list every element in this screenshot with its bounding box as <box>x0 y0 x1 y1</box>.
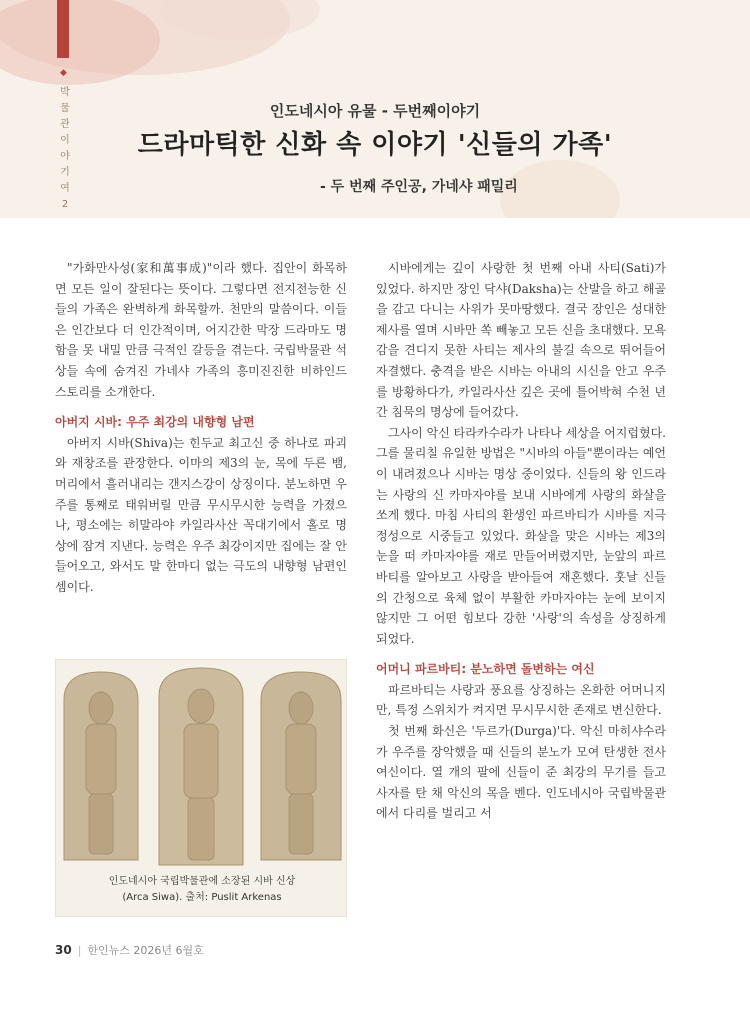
diamond-icon: ◆ <box>60 68 67 78</box>
publication-info: 한인뉴스 2026년 6월호 <box>87 944 204 957</box>
left-column <box>55 258 347 598</box>
statue-photo <box>56 660 346 870</box>
caption-line-2: (Arca Siwa). 출처: Puslit Arkenas <box>122 892 282 903</box>
statue-center <box>159 668 243 865</box>
durga-paragraph: 첫 번째 화신은 '두르가(Durga)'다. 악신 마히샤수라가 우주를 장악했을 때 신들의 분노가 모여 탄생한 전사 여신이다. 열 개의 팔에 신들이 준 최강의 무기를 들고 사자를 탄 채 악신의 목을 벤다. 인도네시아 국립박물관에서 다리를 벌리고 서 <box>376 724 666 821</box>
article-subtitle: 인도네시아 유물 - 두번째이야기 <box>269 102 481 120</box>
right-column <box>376 258 666 824</box>
section-heading-mother: 어머니 파르바티: 분노하면 돌변하는 여신 <box>376 662 595 677</box>
section-heading-father: 아버지 시바: 우주 최강의 내향형 남편 <box>55 415 255 430</box>
article-title: 드라마틱한 신화 속 이야기 '신들의 가족' <box>137 130 613 160</box>
article-tagline: - 두 번째 주인공, 가네샤 패밀리 <box>320 179 518 195</box>
intro-paragraph: "가화만사성(家和萬事成)"이라 했다. 집안이 화목하면 모든 일이 잘된다는 뜻이다. 그렇다면 전지전능한 신들의 가족은 완벽하게 화목할까. 천만의 말씀이다. 이들은 인간보다 더 인간적이며, 어지간한 막장 드라마도 명함을 못 내밀 만큼 극적인 갈등을 겪는다. 국립박물관 석상들 속에 숨겨진 가네샤 가족의 흥미진진한 비하인드 스토리를 소개한다. <box>55 261 347 399</box>
parvati-intro-paragraph: 파르바티는 사랑과 풍요를 상징하는 온화한 어머니지만, 특정 스위치가 켜지면 무시무시한 존재로 변신한다. <box>376 682 666 718</box>
header-band <box>0 0 750 218</box>
sati-paragraph: 시바에게는 깊이 사랑한 첫 번째 아내 사티(Sati)가 있었다. 하지만 장인 닥샤(Daksha)는 산발을 하고 해골을 감고 다니는 사위가 못마땅했다. 결국 장인은 성대한 제사를 열며 시바만 쏙 빼놓고 모든 신을 초대했다. 모욕감을 견디지 못한 사티는 제사의 불길 속으로 뛰어들어 자결했다. 충격을 받은 시바는 아내의 시신을 안고 우주를 방황하다가, 카일라사산 깊은 곳에 틀어박혀 수천 년간 침묵의 명상에 들어갔다. <box>376 261 666 420</box>
statue-figure <box>55 659 347 917</box>
statue-left <box>64 672 138 860</box>
figure-caption <box>56 874 348 906</box>
parvati-marriage-paragraph: 그사이 악신 타라카수라가 나타나 세상을 어지럽혔다. 그를 물리칠 유일한 방법은 "시바의 아들"뿐이라는 예언이 내려졌으나 시바는 명상 중이었다. 신들의 왕 인드라는 사랑의 신 카마자야를 보내 시바에게 사랑의 화살을 쏘게 했다. 마침 사티의 환생인 파르바티가 시바를 지극 정성으로 시중들고 있었다. 화살을 맞은 시바는 제3의 눈을 떠 카마자야를 재로 만들어버렸지만, 눈앞의 파르바티를 알아보고 사랑을 받아들여 재혼했다. 훗날 신들의 간청으로 육체 없이 부활한 카마자야는 눈에 보이지 않지만 그 어떤 힘보다 강한 '사랑'의 속성을 상징하게 되었다. <box>376 425 666 646</box>
page-footer: 30 | 한인뉴스 2026년 6월호 <box>55 943 204 957</box>
father-paragraph: 아버지 시바(Shiva)는 힌두교 최고신 중 하나로 파괴와 재창조를 관장한다. 이마의 제3의 눈, 목에 두른 뱀, 머리에서 흘러내리는 갠지스강이 상징이다. 분노하면 우주를 통째로 태워버릴 만큼 무시무시한 능력을 가졌으나, 평소에는 히말라야 카일라사산 꼭대기에서 홀로 명상에 잠겨 지낸다. 능력은 우주 최강이지만 집에는 잘 안 들어오고, 와서도 말 한마디 없는 극도의 내향형 남편인 셈이다. <box>55 435 347 594</box>
statue-right <box>261 672 341 860</box>
section-side-label: 박물관이야기 여2 <box>60 87 70 210</box>
bookmark-ribbon <box>57 0 69 58</box>
caption-line-1: 인도네시아 국립박물관에 소장된 시바 신상 <box>108 876 296 887</box>
page-number: 30 <box>55 943 72 957</box>
